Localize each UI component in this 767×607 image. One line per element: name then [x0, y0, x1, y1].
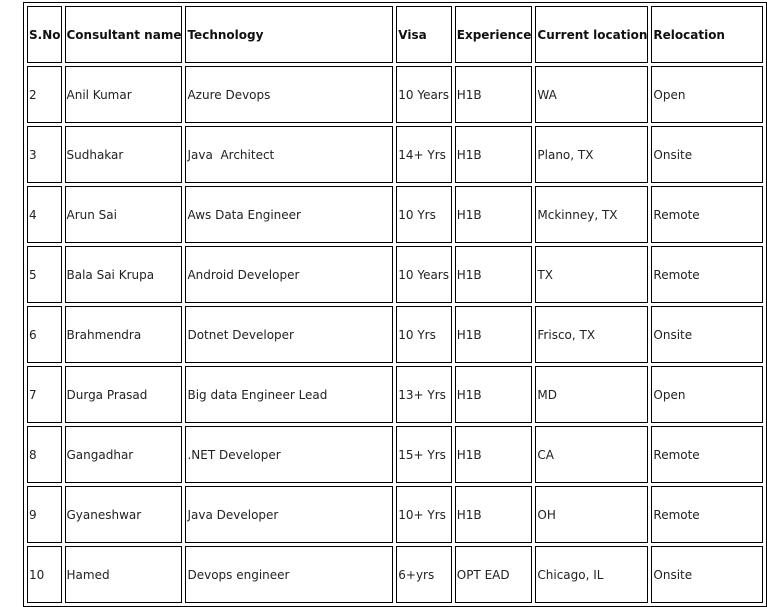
cell-technology: Android Developer [185, 246, 393, 303]
table-row [27, 546, 763, 603]
table-row [27, 126, 763, 183]
cell-experience: H1B [455, 66, 533, 123]
header-relocation: Relocation [651, 6, 763, 63]
cell-experience: H1B [455, 126, 533, 183]
table-row [27, 366, 763, 423]
cell-visa: 10+ Yrs [396, 486, 452, 543]
cell-sno: 3 [27, 126, 62, 183]
table-row [27, 426, 763, 483]
cell-experience: H1B [455, 486, 533, 543]
cell-consultant-name: Durga Prasad [65, 366, 183, 423]
cell-consultant-name: Bala Sai Krupa [65, 246, 183, 303]
cell-technology: Java Architect [185, 126, 393, 183]
header-visa: Visa [396, 6, 452, 63]
header-sno: S.No [27, 6, 62, 63]
cell-experience: OPT EAD [455, 546, 533, 603]
cell-technology: Devops engineer [185, 546, 393, 603]
cell-visa: 10 Years [396, 246, 452, 303]
header-technology: Technology [185, 6, 393, 63]
cell-relocation: Open [651, 366, 763, 423]
table-row [27, 306, 763, 363]
cell-current-location: Frisco, TX [535, 306, 648, 363]
cell-consultant-name: Hamed [65, 546, 183, 603]
cell-current-location: Mckinney, TX [535, 186, 648, 243]
cell-visa: 10 Years [396, 66, 452, 123]
cell-current-location: Plano, TX [535, 126, 648, 183]
cell-technology: Big data Engineer Lead [185, 366, 393, 423]
cell-relocation: Remote [651, 426, 763, 483]
cell-technology: .NET Developer [185, 426, 393, 483]
cell-technology: Dotnet Developer [185, 306, 393, 363]
table-header-row [27, 6, 763, 63]
header-current-location: Current location [535, 6, 648, 63]
cell-consultant-name: Gangadhar [65, 426, 183, 483]
cell-sno: 5 [27, 246, 62, 303]
header-experience: Experience [455, 6, 533, 63]
cell-relocation: Onsite [651, 306, 763, 363]
cell-technology: Azure Devops [185, 66, 393, 123]
cell-sno: 6 [27, 306, 62, 363]
cell-visa: 6+yrs [396, 546, 452, 603]
cell-visa: 10 Yrs [396, 186, 452, 243]
cell-current-location: MD [535, 366, 648, 423]
cell-experience: H1B [455, 366, 533, 423]
cell-current-location: Chicago, IL [535, 546, 648, 603]
cell-experience: H1B [455, 246, 533, 303]
cell-visa: 13+ Yrs [396, 366, 452, 423]
consultant-table [23, 2, 767, 607]
cell-visa: 15+ Yrs [396, 426, 452, 483]
cell-visa: 10 Yrs [396, 306, 452, 363]
cell-consultant-name: Sudhakar [65, 126, 183, 183]
table-row [27, 66, 763, 123]
cell-visa: 14+ Yrs [396, 126, 452, 183]
cell-consultant-name: Arun Sai [65, 186, 183, 243]
cell-sno: 10 [27, 546, 62, 603]
cell-experience: H1B [455, 426, 533, 483]
cell-current-location: OH [535, 486, 648, 543]
cell-sno: 4 [27, 186, 62, 243]
cell-relocation: Open [651, 66, 763, 123]
cell-technology: Aws Data Engineer [185, 186, 393, 243]
table-row [27, 246, 763, 303]
cell-current-location: TX [535, 246, 648, 303]
cell-relocation: Remote [651, 246, 763, 303]
cell-experience: H1B [455, 186, 533, 243]
cell-sno: 7 [27, 366, 62, 423]
cell-relocation: Remote [651, 486, 763, 543]
cell-relocation: Onsite [651, 126, 763, 183]
cell-consultant-name: Gyaneshwar [65, 486, 183, 543]
consultant-table-container [23, 2, 767, 607]
cell-current-location: WA [535, 66, 648, 123]
cell-sno: 8 [27, 426, 62, 483]
header-consultant-name: Consultant name [65, 6, 183, 63]
table-row [27, 186, 763, 243]
cell-sno: 2 [27, 66, 62, 123]
cell-relocation: Remote [651, 186, 763, 243]
cell-consultant-name: Anil Kumar [65, 66, 183, 123]
cell-experience: H1B [455, 306, 533, 363]
cell-technology: Java Developer [185, 486, 393, 543]
cell-sno: 9 [27, 486, 62, 543]
cell-current-location: CA [535, 426, 648, 483]
cell-consultant-name: Brahmendra [65, 306, 183, 363]
cell-relocation: Onsite [651, 546, 763, 603]
table-row [27, 486, 763, 543]
